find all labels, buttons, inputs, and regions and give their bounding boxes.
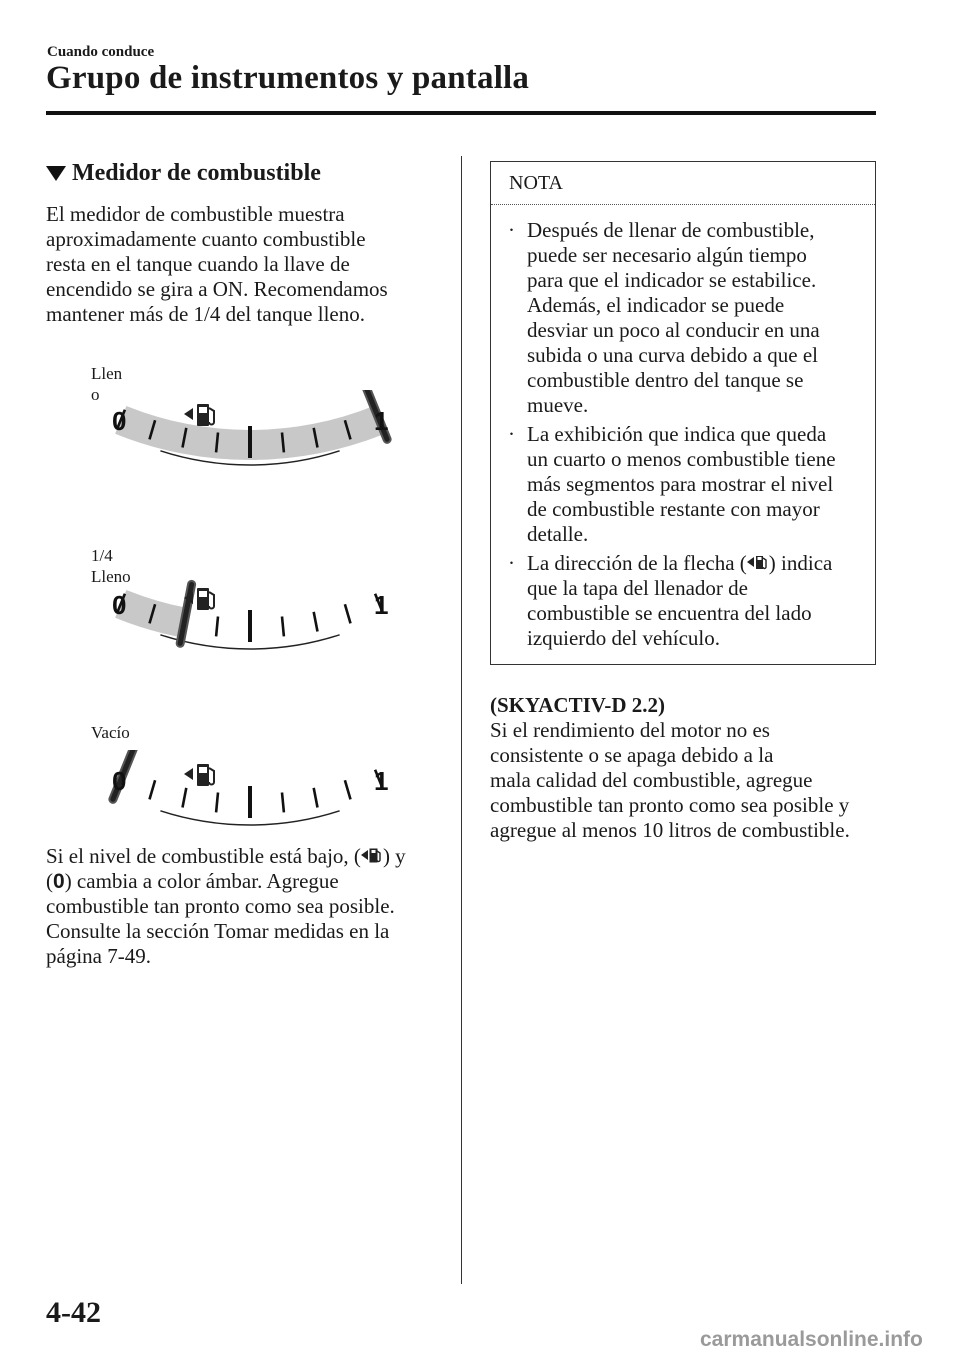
page-title: Grupo de instrumentos y pantalla [46,60,530,96]
note-line: La exhibición que indica que queda [527,422,827,446]
note-line: izquierdo del vehículo. [527,626,721,650]
skyactiv-line: agregue al menos 10 litros de combustible. [490,818,850,842]
gauge-label-line: Vacío [91,723,130,742]
note-line: mueve. [527,393,589,417]
low-fuel-line: página 7-49. [46,944,151,968]
gauge-label-line: Lleno [91,567,131,586]
note-line: desviar un poco al conducir en una [527,318,820,342]
gauge-label-line: Llen [91,364,123,383]
skyactiv-line: consistente o se apaga debido a la [490,743,774,767]
note-line: subida o una curva debido a que el [527,343,818,367]
note-item [503,551,873,651]
note-text: ) indica [768,551,833,575]
note-line: combustible se encuentra del lado [527,601,812,625]
gauge-tick [345,604,351,623]
low-fuel-text: ) cambia a color ámbar. Agregue [64,869,339,893]
low-fuel-text: ( [46,869,53,893]
intro-line: aproximadamente cuanto combustible [46,227,366,251]
triangle-marker-icon [46,166,66,181]
gauge-tick [314,612,318,632]
bullet-icon: · [508,422,515,446]
note-line: Además, el indicador se puede [527,293,785,317]
gauge-tick [282,617,284,637]
note-line: combustible dentro del tanque se [527,368,804,392]
gauge-empty-label [91,722,130,743]
intro-line: El medidor de combustible muestra [46,202,345,226]
gauge-tick [314,788,318,808]
intro-paragraph [46,202,388,327]
gauge-tick [216,617,218,637]
bullet-icon: · [508,218,515,242]
fuel-arrow-icon [747,552,769,572]
column-divider [461,156,462,1284]
watermark: carmanualsonline.info [700,1328,923,1351]
note-line: más segmentos para mostrar el nivel [527,472,834,496]
note-line [527,551,873,576]
note-item [503,422,873,547]
gauge-max-label: 1 [374,766,389,796]
fuel-pump-icon [184,764,214,786]
skyactiv-line: combustible tan pronto como sea posible y [490,793,850,817]
note-divider [491,204,875,205]
note-text: La dirección de la flecha ( [527,551,747,575]
note-line: un cuarto o menos combustible tiene [527,447,836,471]
note-line: que la tapa del llenador de [527,576,748,600]
note-line: puede ser necesario algún tiempo [527,243,807,267]
skyactiv-line: Si el rendimiento del motor no es [490,718,770,742]
intro-line: mantener más de 1/4 del tanque lleno. [46,302,365,326]
low-fuel-line: Consulte la sección Tomar medidas en la [46,919,390,943]
gauge-max-label: 1 [374,590,389,620]
section-heading-text: Medidor de combustible [72,160,321,186]
gauge-tick [345,780,351,799]
low-fuel-text: Si el nivel de combustible está bajo, ( [46,844,361,868]
gauge-min-label: 0 [112,766,127,796]
bullet-icon: · [508,551,515,575]
low-fuel-line [46,844,406,869]
section-heading [46,160,321,187]
gauge-tick [282,793,284,813]
note-line: Después de llenar de combustible, [527,218,815,242]
fuel-gauge-full [100,390,400,495]
note-line: detalle. [527,522,589,546]
gauge-max-label: 1 [374,406,389,436]
page-number: 4-42 [46,1296,101,1329]
empty-marker-zero: 0 [53,870,65,893]
gauge-min-label: 0 [112,590,127,620]
low-fuel-text: ) y [382,844,406,868]
gauge-label-line: o [91,385,100,404]
note-title: NOTA [509,172,563,194]
gauge-tick [216,793,218,813]
fuel-pump-icon [184,404,214,426]
note-box [490,161,876,665]
intro-line: resta en el tanque cuando la llave de [46,252,350,276]
gauge-tick [150,780,156,799]
fuel-gauge-quarter [100,574,400,679]
low-fuel-line [46,869,406,894]
note-line: para que el indicador se estabilice. [527,268,817,292]
gauge-label-line: 1/4 [91,546,113,565]
skyactiv-line: mala calidad del combustible, agregue [490,768,813,792]
intro-line: encendido se gira a ON. Recomendamos [46,277,388,301]
note-line: de combustible restante con mayor [527,497,820,521]
gauge-tick [183,788,187,808]
title-rule [46,111,876,115]
skyactiv-heading: (SKYACTIV-D 2.2) [490,693,666,717]
low-fuel-paragraph [46,844,406,969]
low-fuel-line: combustible tan pronto como sea posible. [46,894,395,918]
note-list [503,218,873,655]
note-item [503,218,873,418]
skyactiv-paragraph [490,693,850,843]
fuel-arrow-icon [361,845,383,865]
fuel-gauge-empty [100,750,400,855]
gauge-min-label: 0 [112,406,127,436]
breadcrumb: Cuando conduce [47,44,155,60]
